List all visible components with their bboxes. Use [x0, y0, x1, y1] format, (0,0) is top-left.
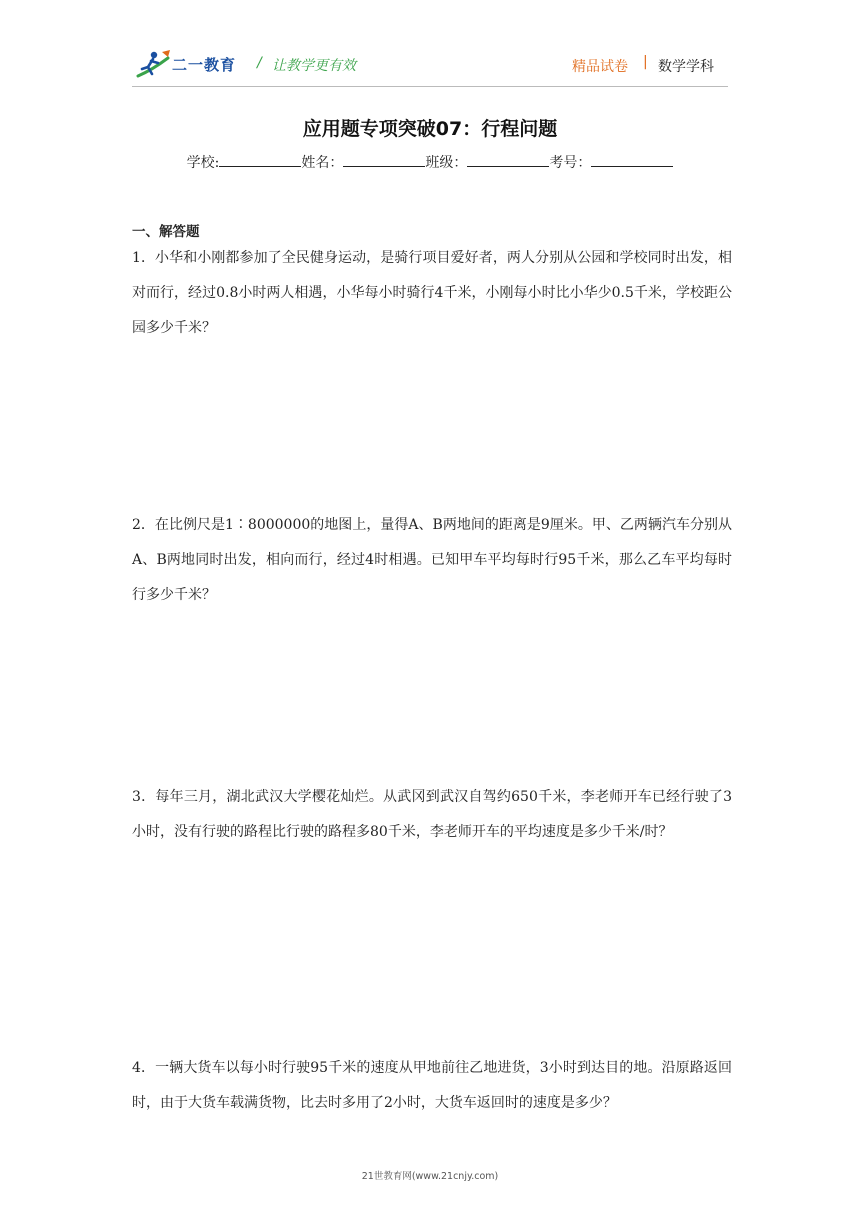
running-figure-icon [132, 48, 172, 82]
name-blank[interactable] [343, 152, 425, 167]
school-blank[interactable] [219, 152, 301, 167]
footer: 21世教育网(www.21cnjy.com) [361, 1171, 499, 1182]
school-label: 学校: [186, 155, 220, 171]
question-1: 1．小华和小刚都参加了全民健身运动，是骑行项目爱好者，两人分别从公园和学校同时出发，相对而行，经过0.8小时两人相遇，小华每小时骑行4千米，小刚每小时比小华少0.5千米，学校距公园多少千米？ [132, 250, 732, 336]
slogan-separator: / [257, 55, 262, 71]
header-label-premium: 精品试卷 [572, 59, 628, 75]
question-3: 3．每年三月，湖北武汉大学樱花灿烂。从武冈到武汉自驾约650千米，李老师开车已经行驶了3小时，没有行驶的路程比行驶的路程多80千米，李老师开车的平均速度是多少千米/时？ [132, 789, 732, 840]
class-blank[interactable] [467, 152, 549, 167]
name-label: 姓名： [301, 155, 344, 171]
logo-text: 二一教育 [172, 56, 237, 74]
page-header [132, 48, 732, 84]
header-subject: 数学学科 [658, 59, 714, 75]
header-separator: | [643, 54, 648, 70]
header-rule [132, 86, 728, 87]
class-label: 班级： [425, 155, 468, 171]
student-info-line [0, 152, 860, 172]
section-heading: 一、解答题 [132, 224, 200, 240]
exam-no-blank[interactable] [591, 152, 673, 167]
question-2: 2．在比例尺是1∶8000000的地图上，量得A、B两地间的距离是9厘米。甲、乙两辆汽车分别从A、B两地同时出发，相向而行，经过4时相遇。已知甲车平均每时行95千米，那么乙车平均每时行多少千米？ [132, 517, 732, 603]
question-4: 4．一辆大货车以每小时行驶95千米的速度从甲地前往乙地进货，3小时到达目的地。沿原路返回时，由于大货车载满货物，比去时多用了2小时，大货车返回时的速度是多少？ [132, 1060, 732, 1111]
slogan: 让教学更有效 [272, 58, 356, 74]
page-title: 应用题专项突破07：行程问题 [302, 118, 558, 140]
exam-no-label: 考号： [549, 155, 592, 171]
